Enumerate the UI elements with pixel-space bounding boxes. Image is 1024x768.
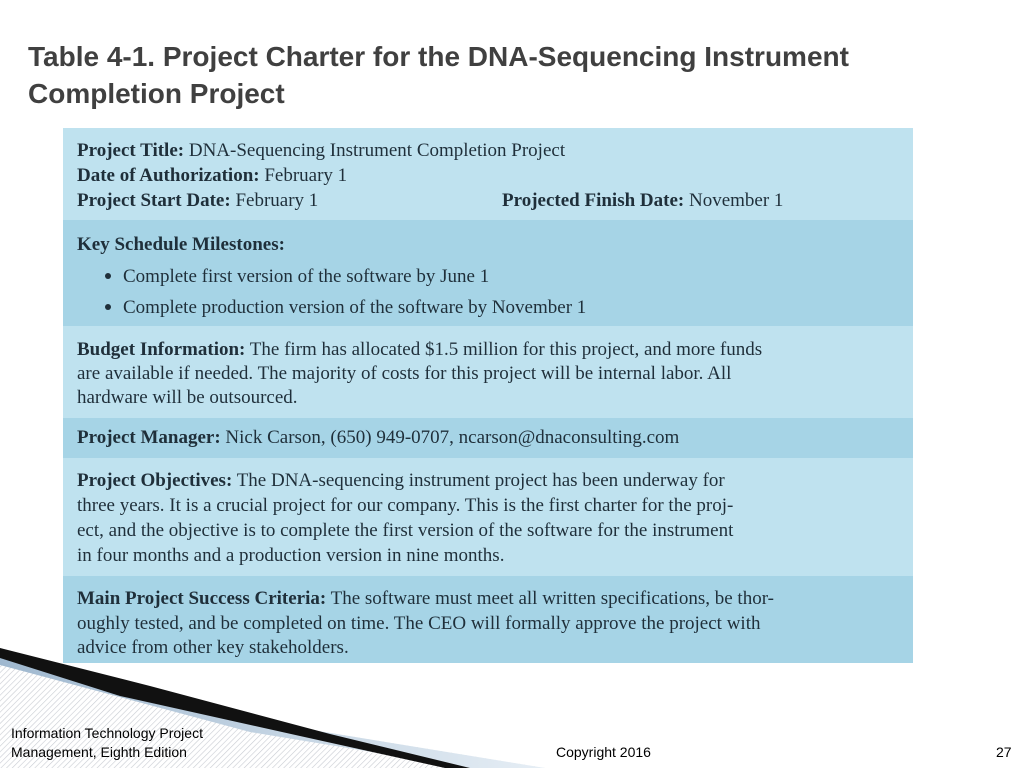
budget-line bbox=[77, 339, 762, 361]
start-date-row bbox=[77, 190, 318, 212]
slide-title bbox=[28, 38, 988, 112]
budget-text: The firm has allocated $1.5 million for this project, and more funds bbox=[249, 339, 763, 360]
objectives-label: Project Objectives: bbox=[77, 470, 233, 491]
milestones-section bbox=[63, 220, 913, 326]
criteria-text: The software must meet all written specifications, be thor- bbox=[330, 588, 774, 609]
budget-line: are available if needed. The majority of costs for this project will be internal labor. All bbox=[77, 363, 732, 384]
finish-date-row bbox=[502, 190, 783, 212]
start-date-label: Project Start Date: bbox=[77, 190, 231, 211]
copyright-text: Copyright 2016 bbox=[556, 744, 651, 760]
objectives-line: three years. It is a crucial project for our company. This is the first charter for the proj- bbox=[77, 495, 734, 516]
milestone-text: Complete first version of the software by June 1 bbox=[123, 266, 490, 287]
manager-value: Nick Carson, (650) 949-0707, ncarson@dnaconsulting.com bbox=[225, 427, 680, 448]
manager-label: Project Manager: bbox=[77, 427, 221, 448]
finish-date-value: November 1 bbox=[688, 190, 784, 211]
criteria-line: advice from other key stakeholders. bbox=[77, 637, 349, 658]
start-date-value: February 1 bbox=[235, 190, 319, 211]
book-citation-line-1: Information Technology Project bbox=[11, 725, 203, 741]
criteria-line: oughly tested, and be completed on time. The CEO will formally approve the project with bbox=[77, 613, 761, 634]
milestone-item bbox=[105, 266, 489, 288]
project-title-row bbox=[77, 140, 565, 162]
budget-line: hardware will be outsourced. bbox=[77, 387, 298, 408]
book-citation bbox=[11, 724, 203, 762]
charter-header-section bbox=[63, 128, 913, 220]
budget-section bbox=[63, 326, 913, 418]
objectives-section bbox=[63, 458, 913, 576]
bullet-icon bbox=[105, 273, 111, 279]
objectives-text: The DNA-sequencing instrument project has been underway for bbox=[236, 470, 725, 491]
slide-title-line-1: Table 4-1. Project Charter for the DNA-Sequencing Instrument bbox=[28, 41, 849, 72]
slide-title-line-2: Completion Project bbox=[28, 78, 285, 109]
project-charter-table bbox=[63, 128, 913, 663]
milestone-text: Complete production version of the software by November 1 bbox=[123, 297, 587, 318]
bullet-icon bbox=[105, 304, 111, 310]
budget-label: Budget Information: bbox=[77, 339, 246, 360]
book-citation-line-2: Management, Eighth Edition bbox=[11, 744, 187, 760]
project-title-label: Project Title: bbox=[77, 140, 185, 161]
date-authorization-label: Date of Authorization: bbox=[77, 165, 260, 186]
milestone-item bbox=[105, 297, 586, 319]
manager-section bbox=[63, 418, 913, 458]
project-title-value: DNA-Sequencing Instrument Completion Project bbox=[188, 140, 566, 161]
criteria-line bbox=[77, 588, 774, 610]
date-authorization-row bbox=[77, 165, 347, 187]
objectives-line: ect, and the objective is to complete the first version of the software for the instrument bbox=[77, 520, 734, 541]
criteria-label: Main Project Success Criteria: bbox=[77, 588, 327, 609]
objectives-line bbox=[77, 470, 725, 492]
page-number: 27 bbox=[996, 744, 1012, 760]
milestones-heading bbox=[77, 234, 285, 256]
date-authorization-value: February 1 bbox=[264, 165, 348, 186]
finish-date-label: Projected Finish Date: bbox=[502, 190, 685, 211]
objectives-line: in four months and a production version in nine months. bbox=[77, 545, 505, 566]
milestones-label: Key Schedule Milestones: bbox=[77, 234, 285, 255]
manager-row bbox=[77, 427, 679, 449]
